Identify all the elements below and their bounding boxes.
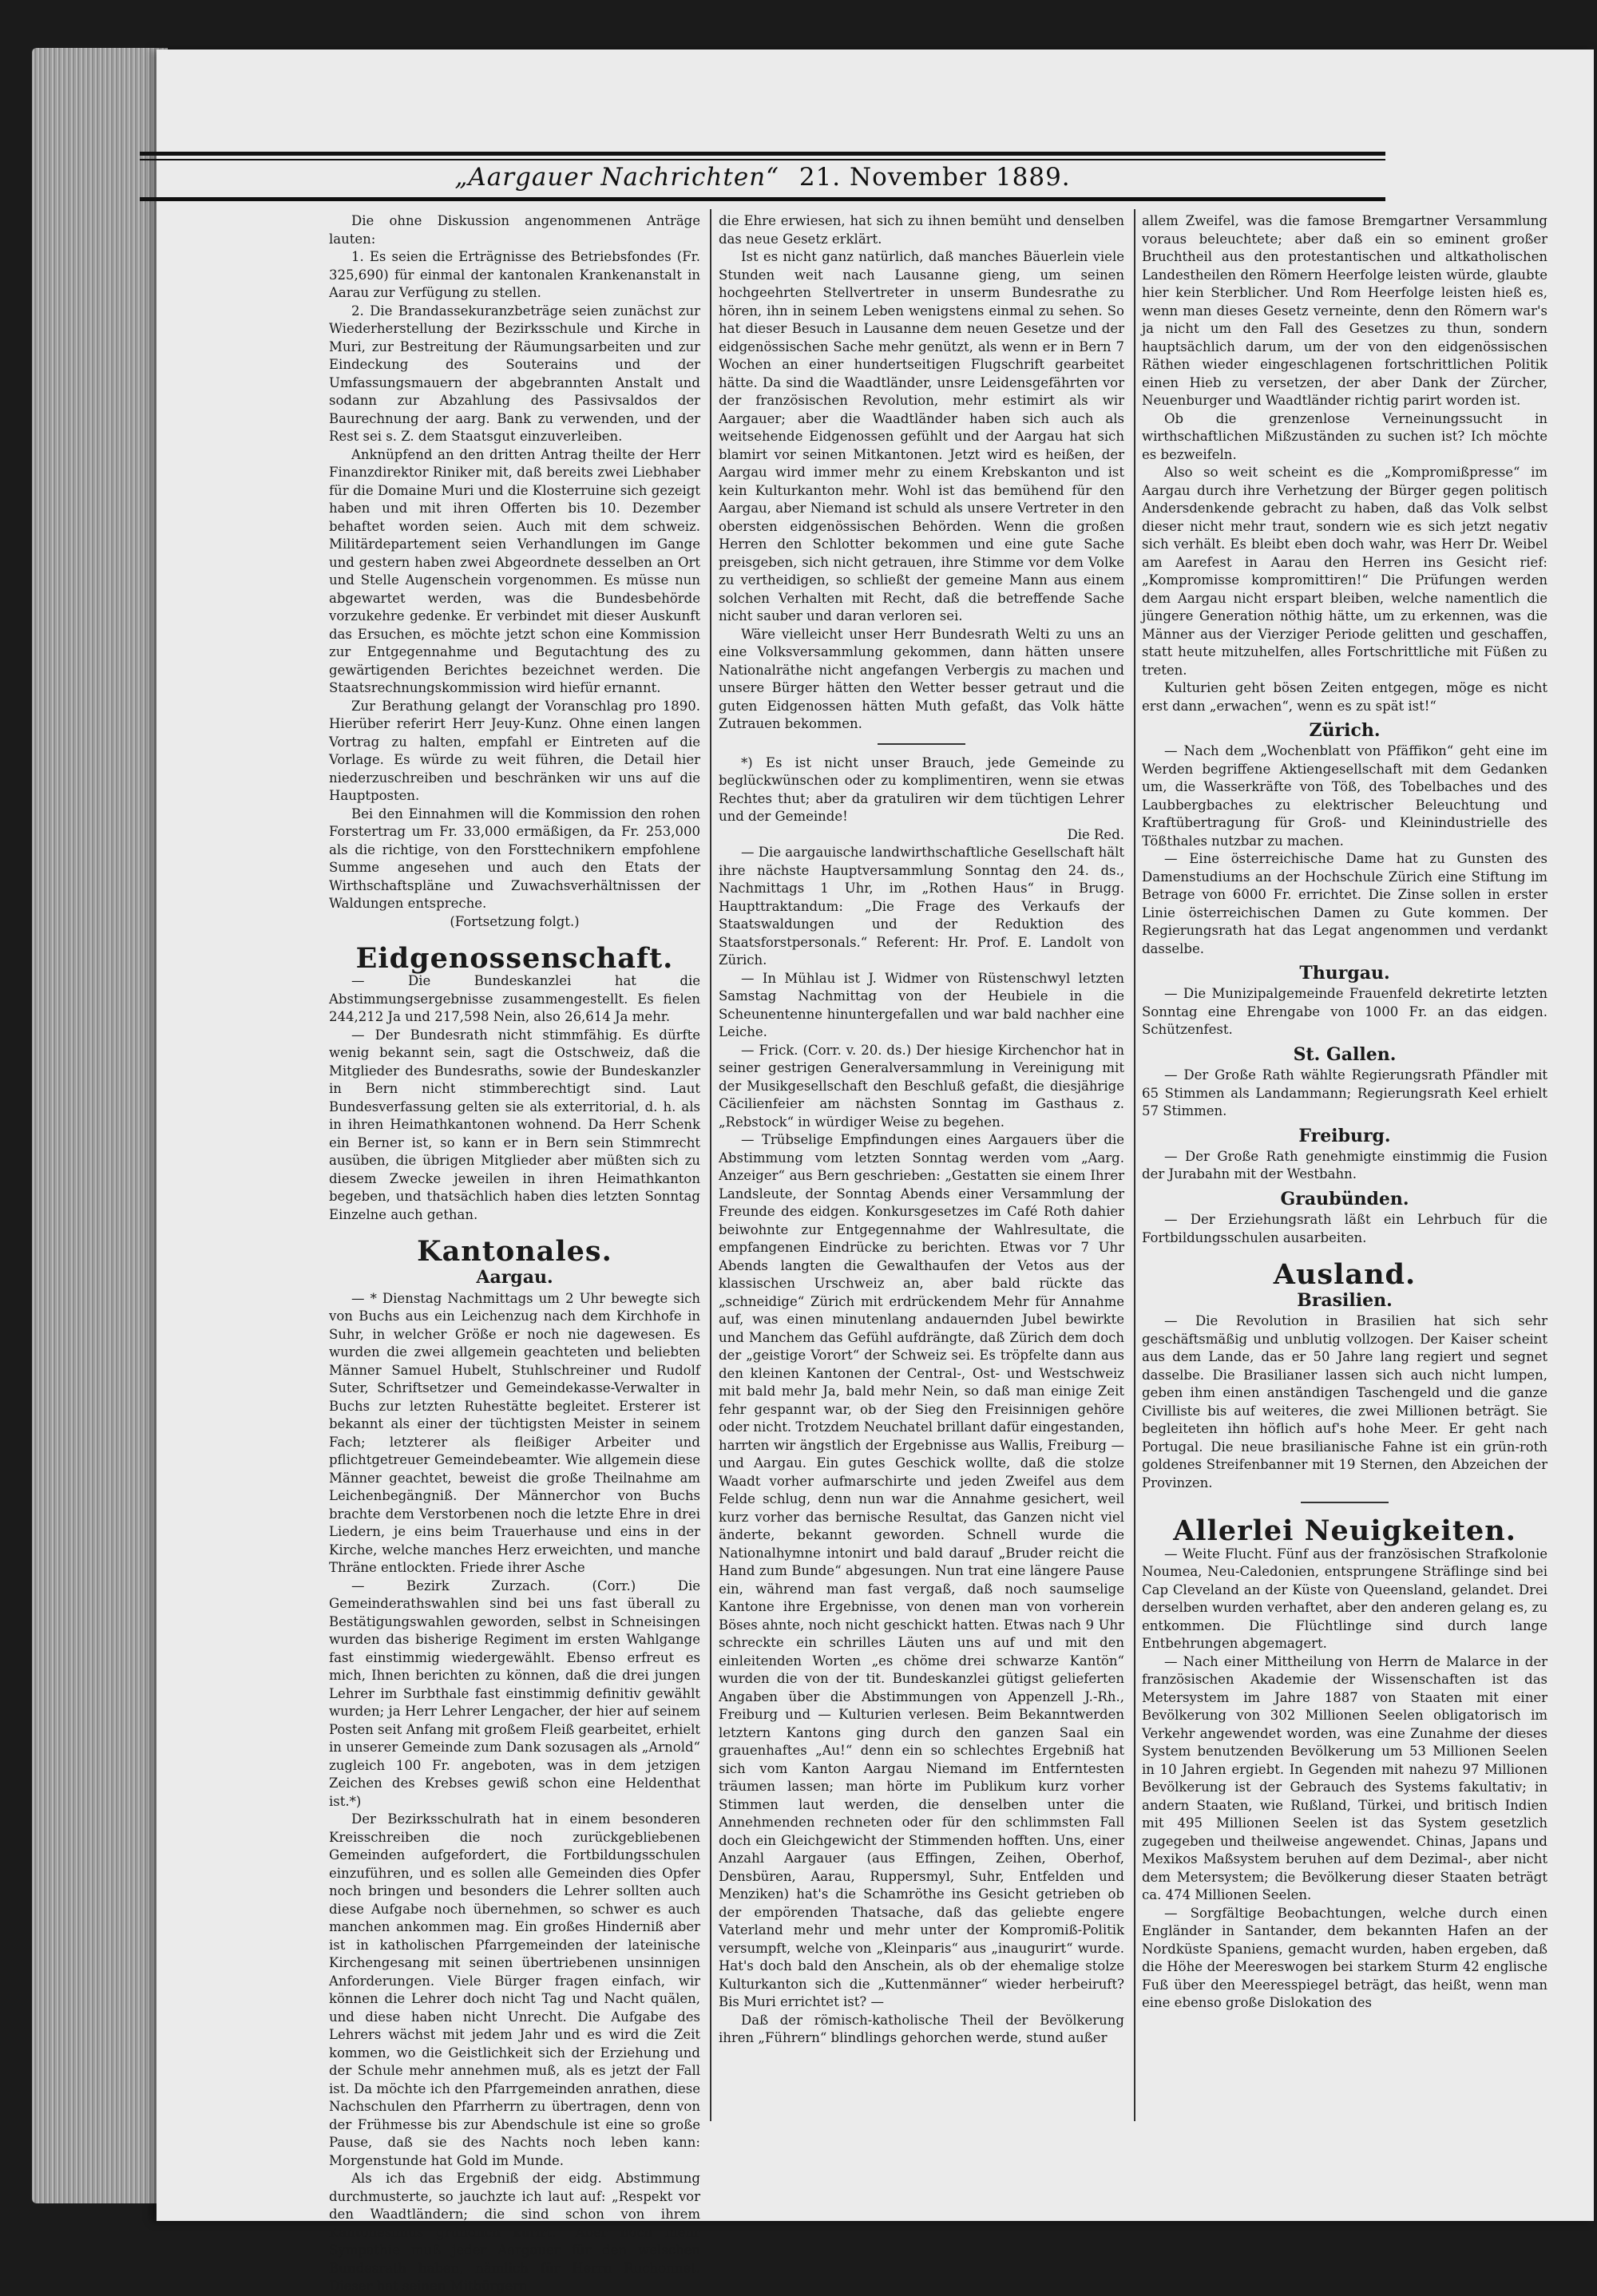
column-2 (719, 212, 1124, 2048)
footnote-signature: Die Red. (1067, 826, 1124, 842)
paragraph: die Ehre erwiesen, hat sich zu ihnen bemüht und denselben das neue Gesetz erklärt. (719, 213, 1124, 247)
paragraph: — Sorgfältige Beobachtungen, welche durch einen Engländer in Santander, dem bekannten Hafen an der Nordküste Spaniens, gemacht wurden, haben ergeben, daß die Höhe der Meereswogen bei starkem Sturm 42 englische Fuß über den Meeresspiegel beträgt, das heißt, wenn man eine ebenso große Dislokation des (1142, 1905, 1547, 2011)
masthead-rule-top-thin (140, 159, 1385, 160)
paragraph: Zur Berathung gelangt der Voranschlag pro 1890. Hierüber referirt Herr Jeuy-Kunz. Ohne einen langen Vortrag zu halten, empfahl er Eintreten auf die Vorlage. Es würde zu weit führen, die Detail hier niederzuschreiben und beschränken wir uns auf die Hauptposten. (329, 698, 700, 803)
paragraph: Ist es nicht ganz natürlich, daß manches Bäuerlein viele Stunden weit nach Lausanne gieng, um seinen hochgeehrten Stellvertreter in unserm Bundesrathe zu hören, ihn in seinem Leben wenigstens einmal zu sehen. So hat dieser Besuch in Lausanne dem neuen Gesetze und der eidgenössischen Sache mehr genützt, als wenn er in Bern 7 Wochen an einer hundertseitigen Flugschrift gearbeitet hätte. Da sind die Waadtländer, unsre Leidensgefährten vor der französischen Revolution, mehr estimirt als wir Aargauer; aber die Waadtländer haben sich auch als weitsehende Eidgenossen gefühlt und der Aargau hat sich blamirt vor seinen Mitkantonen. Jetzt wird es heißen, der Aargau wird immer mehr zu einem Krebskanton und ist kein Kulturkanton mehr. Wohl ist das bemühend für den Aargau, aber Niemand ist schuld als unsere Vertreter in den obersten eidgenössischen Behörden. Wenn die großen Herren den Schlotter bekommen und eine gute Sache preisgeben, sich nicht getrauen, ihre Stimme vor dem Volke zu vertheidigen, so schließt der gemeine Mann aus einem solchen Verhalten mit Recht, daß die betreffende Sache nicht sauber und daran verloren sei. (719, 249, 1124, 623)
paragraph: Der Bezirksschulrath hat in einem besonderen Kreisschreiben die noch zurückgebliebenen Gemeinden aufgefordert, die Fortbildungsschulen einzuführen, und es sollen alle Gemeinden dies Opfer noch bringen und besonders die Lehrer sollten auch diese Aufgabe noch übernehmen, so schwer es auch manchen ankommen mag. Ein großes Hinderniß aber ist in katholischen Pfarrgemeinden der lateinische Kirchengesang mit seinen übertriebenen unsinnigen Anforderungen. Viele Bürger fragen einfach, wir können die Lehrer doch nicht Tag und Nacht quälen, und diese haben nicht Unrecht. Die Aufgabe des Lehrers wächst mit jedem Jahr und es wird die Zeit kommen, wo die Geistlichkeit sich der Erziehung und der Schule mehr annehmen muß, als es jetzt der Fall ist. Da möchte ich den Pfarrgemeinden anrathen, diese Nachschulen den Pfarrherrn zu übertragen, denn von der Frühmesse bis zur Abendschule ist eine so große Pause, daß sie des Nachts noch leben kann: Morgenstunde hat Gold im Munde. (329, 1811, 700, 2168)
continuation-note: (Fortsetzung folgt.) (450, 913, 580, 929)
column-1 (329, 212, 700, 2296)
masthead (140, 163, 1385, 192)
subheading-brasilien: Brasilien. (1297, 1290, 1393, 1312)
paragraph: 1. Es seien die Erträgnisse des Betriebsfondes (Fr. 325,690) für einmal der kantonalen Krankenanstalt in Aarau zur Verfügung zu stellen. (329, 249, 700, 300)
paragraph: — Die aargauische landwirthschaftliche Gesellschaft hält ihre nächste Hauptversammlung Sonntag den 24. ds., Nachmittags 1 Uhr, im „Rothen Haus“ in Brugg. Haupttraktandum: „Die Frage des Verkaufs der Staatswaldungen und der Reduktion des Staatsforstpersonals.“ Referent: Hr. Prof. E. Landolt von Zürich. (719, 845, 1124, 968)
paragraph: — * Dienstag Nachmittags um 2 Uhr bewegte sich von Buchs aus ein Leichenzug nach dem Kirchhofe in Suhr, in welcher Größe er noch nie dagewesen. Es wurden die zwei allgemein geachteten und beliebten Männer Samuel Hubelt, Stuhlschreiner und Rudolf Suter, Schriftsetzer und Gemeindekasse-Verwalter in Buchs zur letzten Ruhestätte begleitet. Ersterer ist bekannt als einer der tüchtigsten Meister in seinem Fach; letzterer als fleißiger Arbeiter und pflichtgetreuer Gemeindebeamter. Wie allgemein diese Männer geachtet, beweist die große Theilnahme am Leichenbegängniß. Der Männerchor von Buchs brachte dem Verstorbenen noch die letzte Ehre in drei Liedern, je eins beim Trauerhause und eins in der Kirche, welche manches Herz erweichten, und manche Thräne entlockten. Friede ihrer Asche (329, 1290, 700, 1576)
paragraph: 2. Die Brandassekuranzbeträge seien zunächst zur Wiederherstellung der Bezirksschule und Kirche in Muri, zur Bestreitung der Räumungsarbeiten und zur Eindeckung des Souterains und der Umfassungsmauern der abgebrannten Anstalt und sodann zur Abzahlung des Passivsaldos der Baurechnung der aarg. Bank zu verwenden, und der Rest sei s. Z. dem Staatsgut einzuverleiben. (329, 303, 700, 444)
paragraph: — Der Erziehungsrath läßt ein Lehrbuch für die Fortbildungsschulen ausarbeiten. (1142, 1212, 1547, 1245)
section-heading-kantonales: Kantonales. (417, 1235, 612, 1269)
book-page-edges (32, 48, 168, 2203)
paragraph: — Die Revolution in Brasilien hat sich sehr geschäftsmäßig und unblutig vollzogen. Der Kaiser scheint aus dem Lande, das er 50 Jahre lang regiert und segnet dasselbe. Die Brasilianer lassen sich auch nicht lumpen, geben ihm einen anständigen Taschengeld und die ganze Civilliste bis auf weiteres, die zwei Millionen beträgt. Sie begleiteten ihn höflich auf's hohe Meer. Er geht nach Portugal. Die neue brasilianische Fahne ist ein grün-roth goldenes Streifenbanner mit 19 Sternen, den Abzeichen der Provinzen. (1142, 1313, 1547, 1490)
paragraph: Anknüpfend an den dritten Antrag theilte der Herr Finanzdirektor Riniker mit, daß bereits zwei Liebhaber für die Domaine Muri und die Klosterruine sich gezeigt haben und mit ihren Offerten bis 10. Dezember behaftet worden seien. Auch mit dem schweiz. Militärdepartement seien Verhandlungen im Gange und gestern haben zwei Abgeordnete desselben an Ort und Stelle Augenschein vorgenommen. Es müsse nun abgewartet werden, was die Bundesbehörde vorzukehre gedenke. Er verbindet mit dieser Auskunft das Ersuchen, es möchte jetzt schon eine Kommission zur Entgegennahme und Begutachtung des zu gewärtigenden Berichtes bezeichnet werden. Die Staatsrechnungskommission wird hiefür ernannt. (329, 446, 700, 695)
paragraph: — In Mühlau ist J. Widmer von Rüstenschwyl letzten Samstag Nachmittag von der Heubiele in die Scheunentenne hinuntergefallen und war bald nachher eine Leiche. (719, 970, 1124, 1039)
section-heading-ausland: Ausland. (1273, 1258, 1417, 1292)
paragraph: Ob die grenzenlose Verneinungssucht in wirthschaftlichen Mißzuständen zu suchen ist? Ich möchte es bezweifeln. (1142, 410, 1547, 462)
paragraph: — Die Munizipalgemeinde Frauenfeld dekretirte letzten Sonntag eine Ehrengabe von 1000 Fr. an das eidgen. Schützenfest. (1142, 986, 1547, 1038)
subheading-zuerich: Zürich. (1309, 720, 1381, 741)
paragraph: Wäre vielleicht unser Herr Bundesrath Welti zu uns an eine Volksversammlung gekommen, dann hätten unsere Nationalräthe nicht angefangen Verbergis zu machen und unsere Bürger hätten den Wetter besser getraut und die guten Eidgenossen hätten Muth gefaßt, das Volk hätte Zutrauen bekommen. (719, 626, 1124, 731)
paragraph: Die ohne Diskussion angenommenen Anträge lauten: (329, 213, 700, 247)
subheading-aargau: Aargau. (476, 1267, 553, 1289)
masthead-date: 21. November 1889. (798, 163, 1071, 192)
paragraph: Also so weit scheint es die „Kompromißpresse“ im Aargau durch ihre Verhetzung der Bürger gegen politisch Andersdenkende gebracht zu haben, daß das Volk selbst dieser nicht mehr traut, sondern wie es sich jetzt negativ sich verhält. Es bleibt eben doch wahr, was Herr Dr. Weibel am Aarefest in Aarau den Herren ins Gesicht rief: „Kompromisse kompromittiren!“ Die Prüfungen werden dem Aargau nicht erspart bleiben, welche namentlich die jüngere Generation nöthig hätte, um zu erkennen, was die Männer aus der Vierziger Periode gelitten und geschaffen, statt heute mitzuhelfen, alles Fortschrittliche mit Füßen zu treten. (1142, 465, 1547, 678)
paragraph: — Der Große Rath wählte Regierungsrath Pfändler mit 65 Stimmen als Landammann; Regierungsrath Keel erhielt 57 Stimmen. (1142, 1067, 1547, 1119)
paragraph: — Weite Flucht. Fünf aus der französischen Strafkolonie Noumea, Neu-Caledonien, entsprungene Sträflinge sind bei Cap Cleveland an der Küste von Queensland, gelandet. Drei derselben wurden verhaftet, aber den anderen gelang es, zu entkommen. Die Flüchtlinge sind durch lange Entbehrungen abgemagert. (1142, 1546, 1547, 1652)
paragraph: — Trübselige Empfindungen eines Aargauers über die Abstimmung vom letzten Sonntag werden vom „Aarg. Anzeiger“ aus Bern geschrieben: „Gestatten sie einem Ihrer Landsleute, der Sonntag Abends einer Versammlung der Freunde des eidgen. Konkursgesetzes im Café Roth dahier beiwohnte zur Entgegennahme der Wahlresultate, die empfangenen Eindrücke zu berichten. Etwas vor 7 Uhr Abends langten die Gewalthaufen der Vetos aus der klassischen Urschweiz an, aber bald rückte das „schneidige“ Zürich mit erdrückendem Mehr für Annahme auf, was einen minutenlang andauernden Jubel bewirkte und Manchem das Gefühl aufdrängte, daß Zürich dem doch der „geistige Vorort“ der Schweiz sei. Es tröpfelte dann aus den kleinen Kantonen der Central-, Ost- und Westschweiz mit bald mehr Ja, bald mehr Nein, so daß man einige Zeit fehr gespannt war, ob der Sieg den Freisinnigen gehöre oder nicht. Trotzdem Neuchatel brillant dafür eingestanden, harrten wir ängstlich der Ergebnisse aus Wallis, Freiburg — und Aargau. Ein gutes Geschick wollte, daß die stolze Waadt vorher aufmarschirte und jeden Zweifel aus dem Felde schlug, denn nun war die Annahme gesichert, weil kurz vorher das bernische Resultat, das Ganzen nicht viel änderte, bekannt geworden. Schnell wurde die Nationalhymne intonirt und bald darauf „Bruder reicht die Hand zum Bunde“ abgesungen. Nun trat eine längere Pause ein, während man fast vergaß, daß noch saumselige Kantone ihre Ergebnisse, von denen man von vorherein Böses ahnte, noch nicht geschickt hatten. Etwas nach 9 Uhr schreckte ein schrilles Läuten uns auf und mit den einleitenden Worten „es chöme drei schwarze Kantön“ wurden die von der tit. Bundeskanzlei gütigst gelieferten Angaben über die Abstimmungen von Appenzell J.-Rh., Freiburg und — Kulturien verlesen. Beim Bekanntwerden letztern Kantons ging durch den ganzen Saal ein grauenhaftes „Au!“ denn ein so schlechtes Ergebniß hat sich vom Kanton Aargau Niemand im Entferntesten träumen lassen; man hörte im Publikum kurz vorher Stimmen laut werden, die denselben unter die Annehmenden rechneten oder für den schlimmsten Fall doch ein Gleichgewicht der Stimmenden hofften. Uns, einer Anzahl Aargauer (aus Effingen, Zeihen, Oberhof, Densbüren, Aarau, Ruppersmyl, Suhr, Entfelden und Menziken) hat's die Schamröthe ins Gesicht getrieben ob der empörenden Thatsache, daß das geliebte engere Vaterland mehr und mehr unter der Kompromiß-Politik versumpft, welche von „Kleinparis“ aus „inaugurirt“ wurde. Hat's doch bald den Anschein, als ob der ehemalige stolze Kulturkanton sich die „Kuttenmänner“ wieder herbeiruft? Bis Muri errichtet ist? — (719, 1132, 1124, 2009)
masthead-rule-bottom (140, 197, 1385, 201)
masthead-rule-top-thick (140, 152, 1385, 156)
masthead-title: „Aargauer Nachrichten“ (454, 163, 779, 192)
column-separator-1 (710, 209, 711, 2121)
paragraph: Als ich das Ergebniß der eidg. Abstimmung durchmusterte, so jauchzte ich laut auf: „Respekt vor den Waadtländern; die sind schon von ihrem Kantonesimus gründlich kurirt.“ Aber noch mehr Sympathie muß jeder Aargauer für den welschen Bundesrath haben, nämlich für Herrn Ruchonnet. Dieser hat seinen Mitbürgern (329, 2171, 700, 2294)
paragraph: — Nach dem „Wochenblatt von Pfäffikon“ geht eine im Werden begriffene Aktiengesellschaft mit dem Gedanken um, die Wasserkräfte von Töß, des Tobelbaches und des Laubbergbaches zu elektrischer Beleuchtung und Kraftübertragung für Groß- und Kleinindustrielle des Tößthales nutzbar zu machen. (1142, 743, 1547, 849)
subheading-st-gallen: St. Gallen. (1293, 1043, 1397, 1065)
paragraph: — Bezirk Zurzach. (Corr.) Die Gemeinderathswahlen sind bei uns fast überall zu Bestätigungswahlen geworden, selbst in Schneisingen wurden das bisherige Regiment im ersten Wahlgange fast einstimmig wiedergewählt. Ebenso erfreut es mich, Ihnen berichten zu können, daß die drei jungen Lehrer im Surbthale fast einstimmig definitiv gewählt wurden; ja Herr Lehrer Lengacher, der hier auf seinem Posten seit Anfang mit großem Fleiß gearbeitet, erhielt in unserer Gemeinde zum Dank sozusagen als „Arnold“ zugleich 100 Fr. angeboten, was in dem jetzigen Zeichen des Krebses gewiß schon eine Heldenthat ist.*) (329, 1578, 700, 1809)
paragraph: — Die Bundeskanzlei hat die Abstimmungsergebnisse zusammengestellt. Es fielen 244,212 Ja und 217,598 Nein, also 26,614 Ja mehr. (329, 973, 700, 1025)
subheading-graubuenden: Graubünden. (1280, 1188, 1409, 1209)
paragraph: — Der Bundesrath nicht stimmfähig. Es dürfte wenig bekannt sein, sagt die Ostschweiz, daß die Mitglieder des Bundesraths, sowie der Bundeskanzler in Bern nicht stimmberechtigt sind. Laut Bundesverfassung gelten sie als exterritorial, d. h. als in ihren Heimathkantonen wohnend. Da Herr Schenk ein Berner ist, so kann er in Bern sein Stimmrecht ausüben, die übrigen Mitglieder aber müßten sich zu diesem Zwecke jeweilen in ihren Heimathkanton begeben, und thatsächlich haben dies letzten Sonntag Einzelne auch gethan. (329, 1027, 700, 1222)
divider (1301, 1502, 1389, 1503)
footnote: *) Es ist nicht unser Brauch, jede Gemeinde zu beglückwünschen oder zu komplimentiren, wenn sie etwas Rechtes thut; aber da gratuliren wir dem tüchtigen Lehrer und der Gemeinde! (719, 754, 1124, 824)
paragraph: Bei den Einnahmen will die Kommission den rohen Forstertrag um Fr. 33,000 ermäßigen, da Fr. 253,000 als die richtige, von den Forsttechnikern empfohlene Summe angesehen und auch den Etats der Wirthschaftspläne und Zuwachsverhältnissen der Waldungen entspreche. (329, 806, 700, 911)
paragraph: — Frick. (Corr. v. 20. ds.) Der hiesige Kirchenchor hat in seiner gestrigen Generalversammlung in Vereinigung mit der Musikgesellschaft den Beschluß gefaßt, die diesjährige Cäcilienfeier am nächsten Sonntag im Gasthaus z. „Rebstock“ in würdiger Weise zu begehen. (719, 1042, 1124, 1130)
column-3 (1142, 212, 1547, 2013)
paragraph: Kulturien geht bösen Zeiten entgegen, möge es nicht erst dann „erwachen“, wenn es zu spät ist!“ (1142, 680, 1547, 714)
paragraph: Daß der römisch-katholische Theil der Bevölkerung ihren „Führern“ blindlings gehorchen werde, stund außer (719, 2012, 1124, 2045)
divider (878, 743, 965, 745)
paragraph: allem Zweifel, was die famose Bremgartner Versammlung voraus beleuchtete; aber daß ein so eminent großer Bruchtheil aus den protestantischen und altkatholischen Landestheilen den Römern Heerfolge leisten würde, glaubte hier kein Sterblicher. Und Rom Heerfolge leisten hieß es, wenn man dieses Gesetz verneinte, denn den Römern war's ja nicht um den Fall des Gesetzes zu thun, sondern hauptsächlich darum, um der von den eidgenössischen Räthen wieder eingeschlagenen fortschrittlichen Politik einen Hieb zu versetzen, der aber Dank der Zürcher, Neuenburger und Waadtländer richtig parirt worden ist. (1142, 213, 1547, 408)
paragraph: — Der Große Rath genehmigte einstimmig die Fusion der Jurabahn mit der Westbahn. (1142, 1148, 1547, 1182)
subheading-thurgau: Thurgau. (1299, 963, 1390, 984)
paragraph: — Nach einer Mittheilung von Herrn de Malarce in der französischen Akademie der Wissenschaften ist das Metersystem im Jahre 1887 von Staaten mit einer Bevölkerung von 302 Millionen Seelen obligatorisch im Verkehr angewendet worden, was eine Zunahme der dieses System benutzenden Bevölkerung um 53 Millionen Seelen in 10 Jahren ergiebt. In Gegenden mit nahezu 97 Millionen Bevölkerung ist der Gebrauch des Systems fakultativ; in andern Staaten, wie Rußland, Türkei, und britisch Indien mit 495 Millionen Seelen ist das System gesetzlich zugegeben und theilweise angewendet. Chinas, Japans und Mexikos Maßsystem beruhen auf dem Dezimal-, aber nicht dem Metersystem; die Bevölkerung dieser Staaten beträgt ca. 474 Millionen Seelen. (1142, 1653, 1547, 1903)
subheading-freiburg: Freiburg. (1298, 1125, 1391, 1146)
paragraph: — Eine österreichische Dame hat zu Gunsten des Damenstudiums an der Hochschule Zürich eine Stiftung im Betrage von 6000 Fr. errichtet. Die Zinse sollen in erster Linie österreichischen Damen zu Gute kommen. Der Regierungsrath hat das Legat angenommen und verdankt dasselbe. (1142, 851, 1547, 956)
section-heading-eidgenossenschaft: Eidgenossenschaft. (355, 942, 674, 975)
section-heading-allerlei-neuigkeiten: Allerlei Neuigkeiten. (1173, 1514, 1516, 1548)
column-separator-2 (1134, 209, 1135, 2121)
